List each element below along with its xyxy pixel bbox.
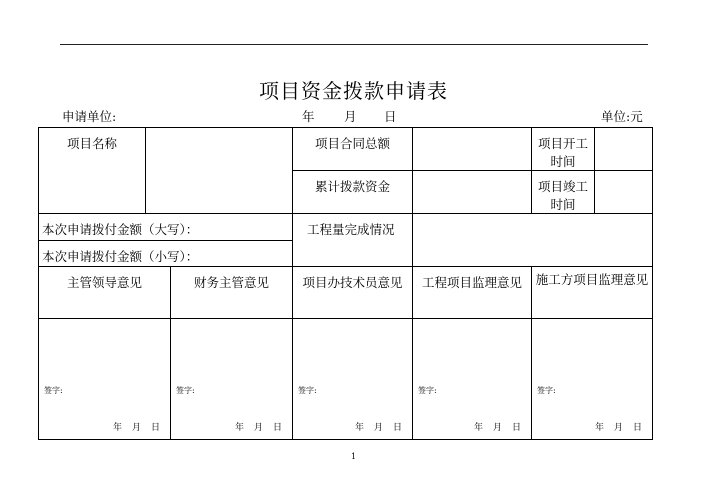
amount-lower-label: 本次申请拨付金额（小写）：	[39, 241, 293, 267]
sign-date: 年 月 日	[594, 423, 642, 433]
project-name-field[interactable]	[146, 128, 293, 214]
meta-month: 月	[344, 109, 357, 124]
funding-application-table	[38, 127, 653, 440]
cumulative-funds-field[interactable]	[413, 171, 532, 214]
contract-total-label: 项目合同总额	[293, 128, 413, 171]
cumulative-funds-label: 累计拨款资金	[293, 171, 413, 214]
project-name-label: 项目名称	[39, 128, 146, 214]
opinion-header-5: 施工方项目监理意见	[532, 267, 653, 319]
work-progress-field[interactable]	[413, 214, 653, 267]
meta-year: 年	[302, 109, 315, 124]
start-time-field[interactable]	[595, 128, 653, 171]
form-title: 项目资金拨款申请表	[259, 79, 448, 103]
sign-label: 签字:	[44, 386, 63, 395]
meta-day: 日	[384, 109, 397, 124]
completion-time-label: 项目竣工时间	[532, 171, 595, 214]
opinion-sign-area-4[interactable]	[413, 319, 532, 440]
sign-date: 年 月 日	[354, 423, 402, 433]
opinion-sign-area-5[interactable]	[532, 319, 653, 440]
sign-date: 年 月 日	[112, 423, 160, 433]
opinion-sign-area-1[interactable]	[39, 319, 171, 440]
sign-date: 年 月 日	[473, 423, 521, 433]
applicant-label: 申请单位:	[62, 109, 117, 124]
opinion-header-4: 工程项目监理意见	[413, 267, 532, 319]
sign-label: 签字:	[418, 386, 437, 395]
sign-label: 签字:	[176, 386, 195, 395]
opinion-sign-area-3[interactable]	[293, 319, 413, 440]
opinion-header-2: 财务主管意见	[171, 267, 293, 319]
amount-upper-label: 本次申请拨付金额（大写）：	[39, 214, 293, 241]
opinion-header-1: 主管领导意见	[39, 267, 171, 319]
unit-label: 单位:元	[601, 109, 643, 124]
opinion-header-3: 项目办技术员意见	[293, 267, 413, 319]
start-time-label: 项目开工时间	[532, 128, 595, 171]
contract-total-field[interactable]	[413, 128, 532, 171]
header-rule	[60, 44, 648, 45]
sign-date: 年 月 日	[234, 423, 282, 433]
sign-label: 签字:	[537, 386, 556, 395]
page-number: 1	[350, 452, 357, 461]
completion-time-field[interactable]	[595, 171, 653, 214]
sign-label: 签字:	[298, 386, 317, 395]
opinion-sign-area-2[interactable]	[171, 319, 293, 440]
work-progress-label: 工程量完成情况	[293, 214, 413, 267]
